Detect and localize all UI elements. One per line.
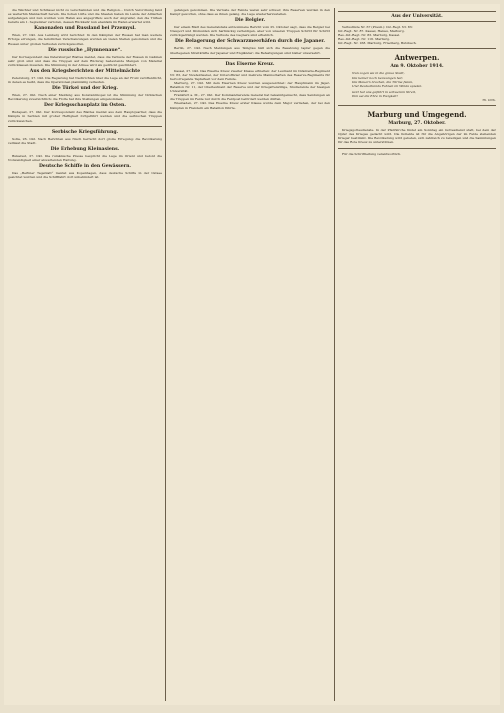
list-item: Inf.-Regt. Nr. 87. Kassel, Hanau, Marburg.: [338, 29, 405, 34]
poem-signature: Th. Dirk.: [482, 98, 496, 103]
section-heading: Der Kriegsschauplatz im Osten.: [44, 103, 126, 109]
casualty-list: [338, 29, 496, 45]
list-item: Res.-Inf.-Regt. Nr. 83. Marburg, Kassel.: [338, 33, 401, 38]
section-heading: Marburg und Umgegend.: [367, 110, 467, 120]
section-heading: Kanonaden und Russland bei Przemysl.: [34, 26, 136, 32]
poem-line: Die keiner noch bezwungen hat;: [352, 75, 403, 80]
article-paragraph: Der einem Blatt des Generalstabs entnommene Bericht vom 25. Oktober sagt, dass die Belgier bei Nieuport und Dixmuiden sich hartnäckig verteidigen, aber von unseren Truppen Schritt für Schritt zurückgedrängt werden. Die Verluste des Gegners sind erheblich.: [170, 25, 330, 38]
section-heading: Die Belgier.: [234, 18, 266, 24]
article-paragraph: gefangen genommen. Die Verluste der Feinde waren sehr schwer; ihre Reserven wurden in den Kampf geworfen, ohne dass es ihnen gelang, die Lage wiederherzustellen.: [170, 8, 330, 17]
poem-body: [338, 71, 496, 98]
section-heading: Die Erhebung Kleinasiens.: [50, 146, 120, 152]
article-paragraph: Sofia, 26. Okt. Nach Berichten aus Nisch herrscht dort große Erregung; die Bevölkerung verlässt die Stadt.: [8, 136, 162, 145]
article-paragraph: Bukarest, 27. Okt. Die rumänische Presse bespricht die Lage im Orient und betont die Notwendigkeit einer abwartenden Haltung.: [8, 153, 162, 162]
column-right: [338, 8, 496, 701]
poem-line: Nun zogen sie in die graue Stadt,: [352, 71, 405, 76]
divider: [338, 48, 496, 49]
poem-line: Und Deutschlands Fahnen im Winde spielen.: [352, 83, 423, 88]
poem-line: Gott hat uns geführt in schwerem Streit,: [352, 89, 416, 94]
section-heading: Das Eiserne Kreuz.: [225, 61, 275, 67]
list-intro: Verlustliste Nr. 67 (Preuß.): Inf.-Regt. Nr. 83:: [342, 25, 413, 29]
dateline: Marburg, 27. Oktober.: [388, 121, 446, 127]
list-item: Res.-Inf.-Regt. Nr. 116. Marburg.: [338, 37, 390, 42]
article-paragraph: Der Korrespondent des Petersburger Blattes meldet, dass die Verluste der Russen in Galizien sehr groß sind und dass die Truppen auf dem Rückzug bedeutende Mengen von Material zurücklassen mussten. Die Stimmung in der Armee wird als gedrückt geschildert.: [8, 54, 162, 67]
poem-title: Antwerpen.: [394, 53, 440, 63]
article-paragraph: Das „Berliner Tageblatt“ meldet aus Kopenhagen, dass deutsche Schiffe in der Ostsee gesichtet wurden und die Schifffahrt dort unbehindert ist.: [8, 170, 162, 180]
article-paragraph: Frankfurt a. M., 27. Okt. Der Kommandierende General hat bekanntgemacht, dass Sendungen an die Truppen im Felde nur durch die Feldpost befördert werden dürfen.: [170, 93, 330, 102]
article-paragraph: Marburg, 27. Okt. Mit dem Eisernen Kreuz wurden ausgezeichnet: der Hauptmann im Jäger-Bataillon Nr. 11, der Oberleutnant der Reserve und der Kriegsfreiwillige, Studierende der hiesigen Universität.: [170, 80, 330, 94]
divider: [338, 105, 496, 106]
footer-note: Für die Schriftleitung verantwortlich.: [342, 151, 402, 156]
article-paragraph: Petersburg, 27. Okt. Die Regierung hat Nachrichten über die Lage an der Front veröffentlicht, in denen es heißt, dass die Operationen planmäßig verlaufen.: [8, 75, 162, 85]
poem-line: Ihm sei die Ehre in Ewigkeit!: [352, 93, 398, 98]
article-paragraph: Wien, 27. Okt. Aus Lemberg wird berichtet: In den Kämpfen der Russen hat man weitere Erfolge errungen, die feindlichen Verschanzungen wurden an vielen Stellen genommen und die Russen unter großen Verlusten zurückgeworfen.: [8, 33, 162, 46]
newspaper-page: [4, 4, 500, 705]
article-paragraph: Kriegsgottesdienste. In der Pfarrkirche findet am Sonntag ein Gottesdienst statt, bei dem der Opfer des Krieges gedacht wird. Die Kollekte ist für die Angehörigen der im Felde stehenden Krieger bestimmt. Die Bevölkerung wird gebeten, sich zahlreich zu beteiligen und die Sammlungen für das Rote Kreuz zu unterstützen.: [338, 128, 496, 145]
section-heading: Die Belagerung der Schwarzmeerhäfen durch die Japaner.: [174, 39, 326, 45]
section-heading: Die russische „Hymnenaue“.: [48, 47, 122, 53]
section-heading: Aus den Kriegsberichten der Mittelmächte: [29, 68, 141, 74]
section-heading: Aus der Universität.: [391, 14, 443, 19]
section-heading: Serbische Kriegsführung.: [51, 129, 119, 135]
box-heading-rule: [338, 11, 496, 22]
article-paragraph: Kassel, 27. Okt. Das Eiserne Kreuz zweiter Klasse erhielten: der Leutnant im Infanterie-Regiment Nr. 83, der Vizefeldwebel, der Unteroffizier und mehrere Mannschaften des Reserve-Regiments für hervorragende Tapferkeit vor dem Feinde.: [170, 68, 330, 81]
section-heading: Die Türkei und der Krieg.: [51, 86, 119, 92]
divider: [338, 148, 496, 149]
article-paragraph: die Wächter und Schlüssel nicht zu verschwinden und die Religion... Durch Verordnung fand es weiterhin Mannschaft herein. Die hohen Lüfte und die Staaten haben im Lande der Alliierten aufgefangen und nun wurden vom Hafen aus angegriffen; auch der Angreifer, den die Türken bereits am 1. September verloren, dessen Rückkehr nun ebenfalls im Hafen erwartet wird.: [8, 8, 162, 25]
poem-date: Am 9. Oktober 1914.: [390, 64, 444, 70]
section-heading: Deutsche Schiffe in den Gewässern.: [38, 163, 132, 169]
article-paragraph: Berlin, 27. Okt. Nach Meldungen aus Tsingtau hält sich die Besatzung tapfer gegen die überlegenen Streitkräfte der Japaner und Engländer; die Befestigungen sind bisher unversehrt.: [170, 46, 330, 55]
list-item: Inf.-Regt. Nr. 168. Marburg, Friedberg, Butzbach.: [338, 41, 417, 46]
column-left: [8, 8, 162, 701]
article-paragraph: Wien, 27. Okt. Nach einer Meldung aus Konstantinopel ist die Stimmung der türkischen Bevölkerung zuversichtlich; die Flotte hat ihre Stellungen eingenommen.: [8, 93, 162, 102]
column-middle: [170, 8, 330, 701]
divider: [8, 126, 162, 127]
poem-line: Die Mauern brachen, die Türme fielen,: [352, 79, 414, 84]
column-rule: [334, 8, 335, 701]
article-paragraph: Wiesbaden, 27. Okt. Das Eiserne Kreuz erster Klasse wurde dem Major verliehen, der bei den Kämpfen in Flandern ein Bataillon führte.: [170, 101, 330, 110]
column-rule: [165, 8, 166, 701]
article-paragraph: Budapest, 27. Okt. Der Korrespondent des Blattes meldet aus dem Hauptquartier, dass die Kämpfe in Serbien mit großer Heftigkeit fortgeführt werden und die serbischen Truppen zurückweichen.: [8, 110, 162, 123]
divider: [170, 58, 330, 59]
